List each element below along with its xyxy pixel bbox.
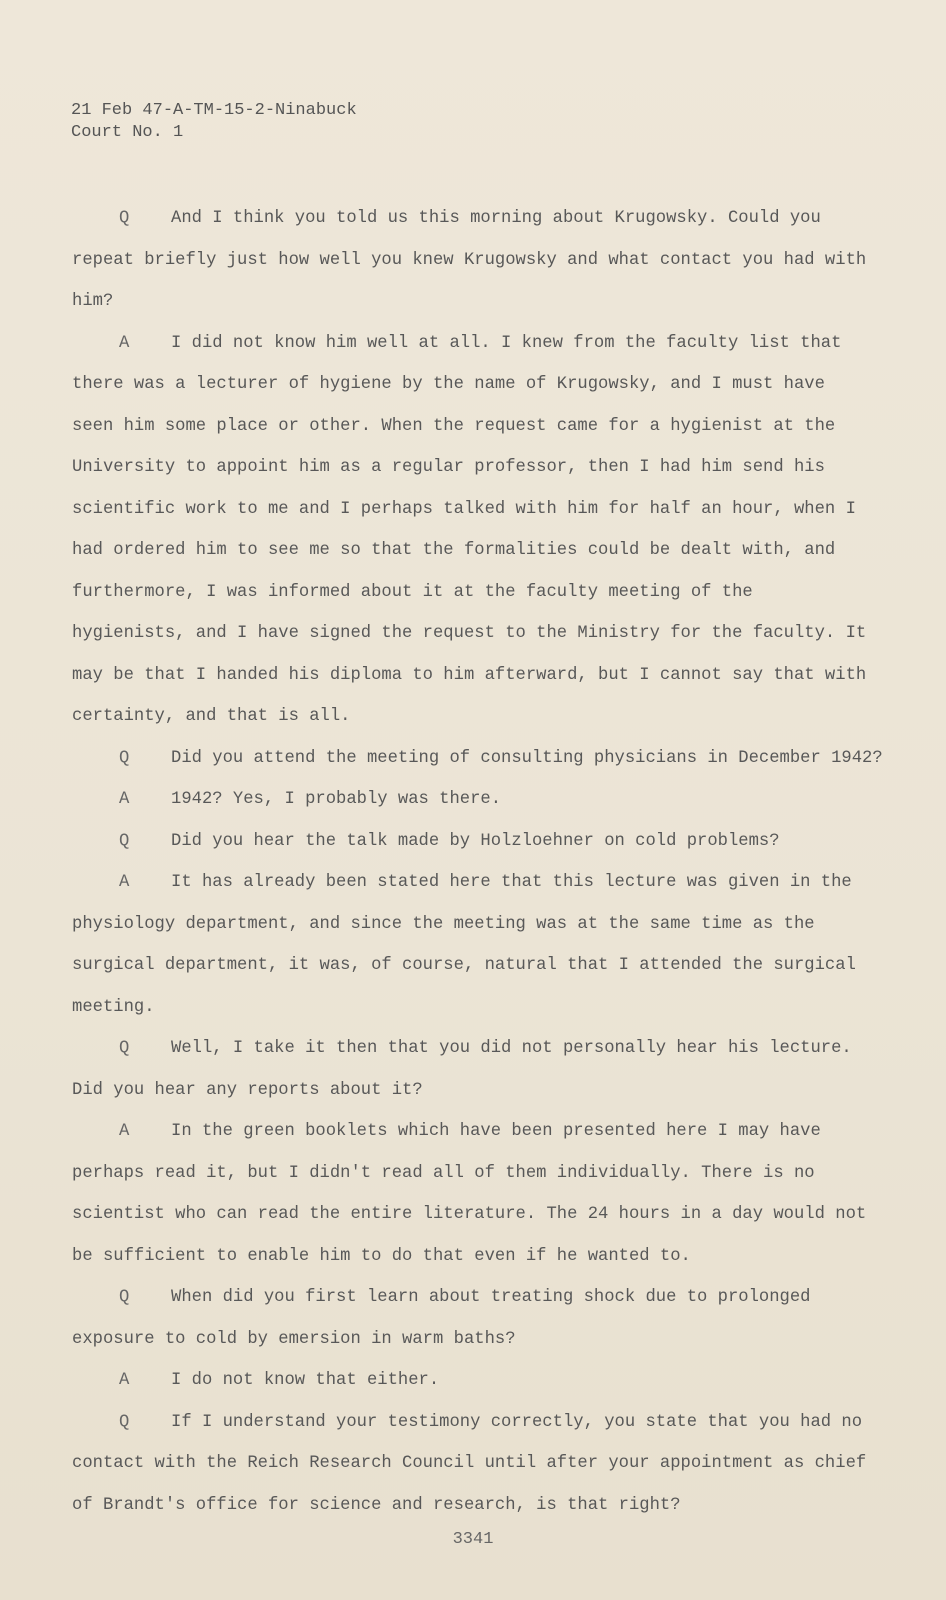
qa-entry (72, 1111, 872, 1277)
qa-entry (72, 323, 872, 738)
qa-entry (72, 738, 883, 780)
qa-entry (72, 779, 872, 821)
entry-text: Well, I take it then that you did not personally hear his lecture. Did you hear any reports about it? (72, 1039, 852, 1100)
speaker-label: A (119, 873, 130, 892)
page-number: 3341 (452, 1530, 494, 1549)
speaker-label: Q (119, 1412, 130, 1432)
qa-entry (72, 1402, 872, 1527)
speaker-label: Q (119, 831, 130, 851)
speaker-label: A (119, 333, 130, 353)
entry-text: I do not know that either. (171, 1371, 440, 1390)
entry-text: And I think you told us this morning about Krugowsky. Could you repeat briefly just how well you knew Krugowsky and what contact you had with him? (72, 209, 867, 311)
speaker-label: A (119, 1122, 130, 1141)
speaker-label: A (119, 1371, 130, 1390)
speaker-label: Q (119, 209, 130, 228)
entry-text: 1942? Yes, I probably was there. (171, 790, 502, 809)
speaker-label: Q (119, 748, 130, 768)
qa-entry (72, 1028, 872, 1111)
speaker-label: Q (119, 1288, 130, 1307)
entry-text: When did you first learn about treating shock due to prolonged exposure to cold by emersion in warm baths? (72, 1288, 811, 1349)
qa-entry (72, 821, 872, 863)
header-court: Court No. 1 (71, 123, 184, 142)
transcript-body (72, 198, 883, 1526)
entry-text: It has already been stated here that this lecture was given in the physiology department, and since the meeting was at the same time as the surgical department, it was, of course, natural that I attended the surgical meeting. (72, 873, 856, 1017)
qa-entry (72, 198, 872, 323)
qa-entry (72, 862, 872, 1028)
entry-text: If I understand your testimony correctly, you state that you had no contact with the Reich Research Council until after your appointment as chief of Brandt's office for science and research, is that right? (72, 1412, 867, 1515)
qa-entry (72, 1277, 872, 1360)
entry-text: Did you hear the talk made by Holzloehner on cold problems? (171, 831, 780, 851)
header-reference: 21 Feb 47-A-TM-15-2-Ninabuck (71, 101, 357, 120)
speaker-label: A (119, 790, 130, 809)
entry-text: In the green booklets which have been presented here I may have perhaps read it, but I didn't read all of them individually. There is no scientist who can read the entire literature. The 24 hours in a day would not be sufficient to enable him to do that even if he wanted to. (72, 1122, 867, 1266)
entry-text: Did you attend the meeting of consulting physicians in December 1942? (171, 748, 883, 768)
qa-entry (72, 1360, 872, 1402)
document-header (71, 100, 357, 144)
entry-text: I did not know him well at all. I knew from the faculty list that there was a lecturer of hygiene by the name of Krugowsky, and I must have seen him some place or other. When the request came for a hygienist at the University to appoint him as a regular professor, then I had him send his scientific work to me and I perhaps talked with him for half an hour, when I had ordered him to see me so that the formalities could be dealt with, and furthermore, I was informed about it at the faculty meeting of the hygienists, and I have signed the request to the Ministry for the faculty. It may be that I handed his diploma to him afterward, but I cannot say that with certainty, and that is all. (72, 333, 867, 726)
speaker-label: Q (119, 1039, 130, 1058)
